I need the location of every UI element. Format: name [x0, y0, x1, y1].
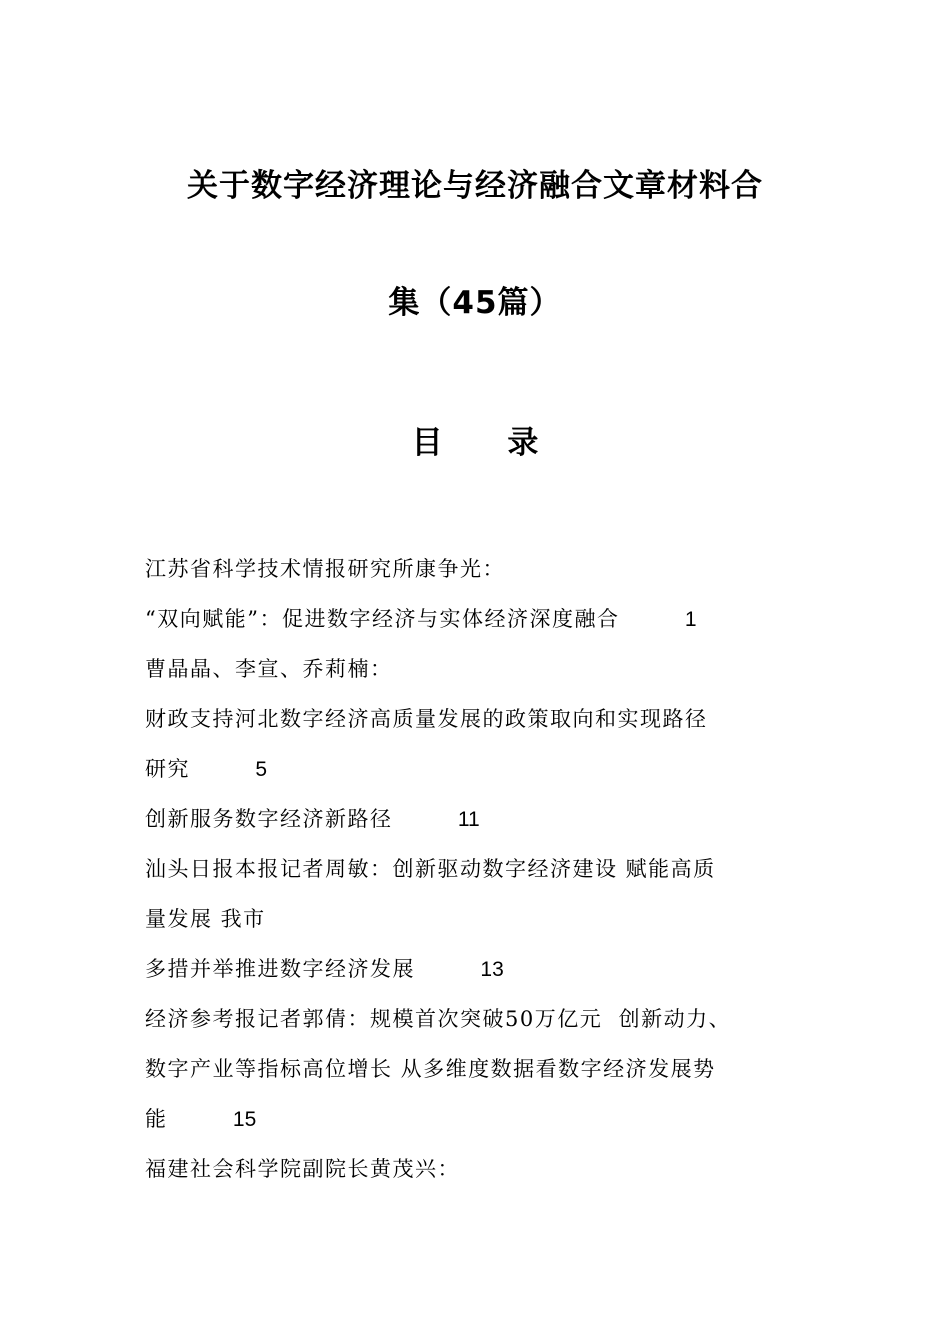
toc-entry-text: 财政支持河北数字经济高质量发展的政策取向和实现路径: [145, 707, 708, 731]
toc-entry-text: 江苏省科学技术情报研究所康争光：: [145, 557, 505, 581]
toc-line: [145, 802, 845, 852]
toc-entry-text: 量发展 我市: [145, 907, 266, 931]
toc-page-number: 11: [457, 808, 480, 831]
toc-entry-text: 创新服务数字经济新路径: [145, 807, 393, 831]
toc-line: [145, 1052, 845, 1102]
document-title-line-2: 集（45篇）: [388, 285, 562, 321]
toc-line: [145, 902, 845, 952]
toc-entry-text: 经济参考报记者郭倩：规模首次突破50万亿元 创新动力、: [145, 1007, 732, 1031]
toc-line: [145, 552, 845, 602]
table-of-contents: [145, 552, 845, 1202]
toc-line: [145, 852, 845, 902]
toc-entry-text: 曹晶晶、李宣、乔莉楠：: [145, 657, 393, 681]
toc-heading: 目 录: [411, 425, 539, 461]
toc-entry-text: 多措并举推进数字经济发展: [145, 957, 415, 981]
toc-line: [145, 702, 845, 752]
document-title-line-1: 关于数字经济理论与经济融合文章材料合: [187, 168, 763, 204]
toc-page-number: 13: [480, 958, 504, 981]
toc-line: [145, 752, 845, 802]
toc-line: [145, 652, 845, 702]
toc-page-number: 1: [684, 608, 697, 631]
toc-page-number: 15: [232, 1108, 257, 1131]
toc-entry-text: 能: [145, 1107, 168, 1131]
toc-line: [145, 952, 845, 1002]
toc-line: [145, 602, 845, 652]
toc-line: [145, 1152, 845, 1202]
toc-entry-text: 汕头日报本报记者周敏：创新驱动数字经济建设 赋能高质: [145, 857, 716, 881]
toc-page-number: 5: [255, 758, 268, 781]
toc-entry-text: 数字产业等指标高位增长 从多维度数据看数字经济发展势: [145, 1057, 716, 1081]
toc-entry-text: 研究: [145, 757, 190, 781]
toc-line: [145, 1102, 845, 1152]
toc-entry-text: “双向赋能”：促进数字经济与实体经济深度融合: [145, 607, 620, 631]
toc-entry-text: 福建社会科学院副院长黄茂兴：: [145, 1157, 460, 1181]
toc-line: [145, 1002, 845, 1052]
